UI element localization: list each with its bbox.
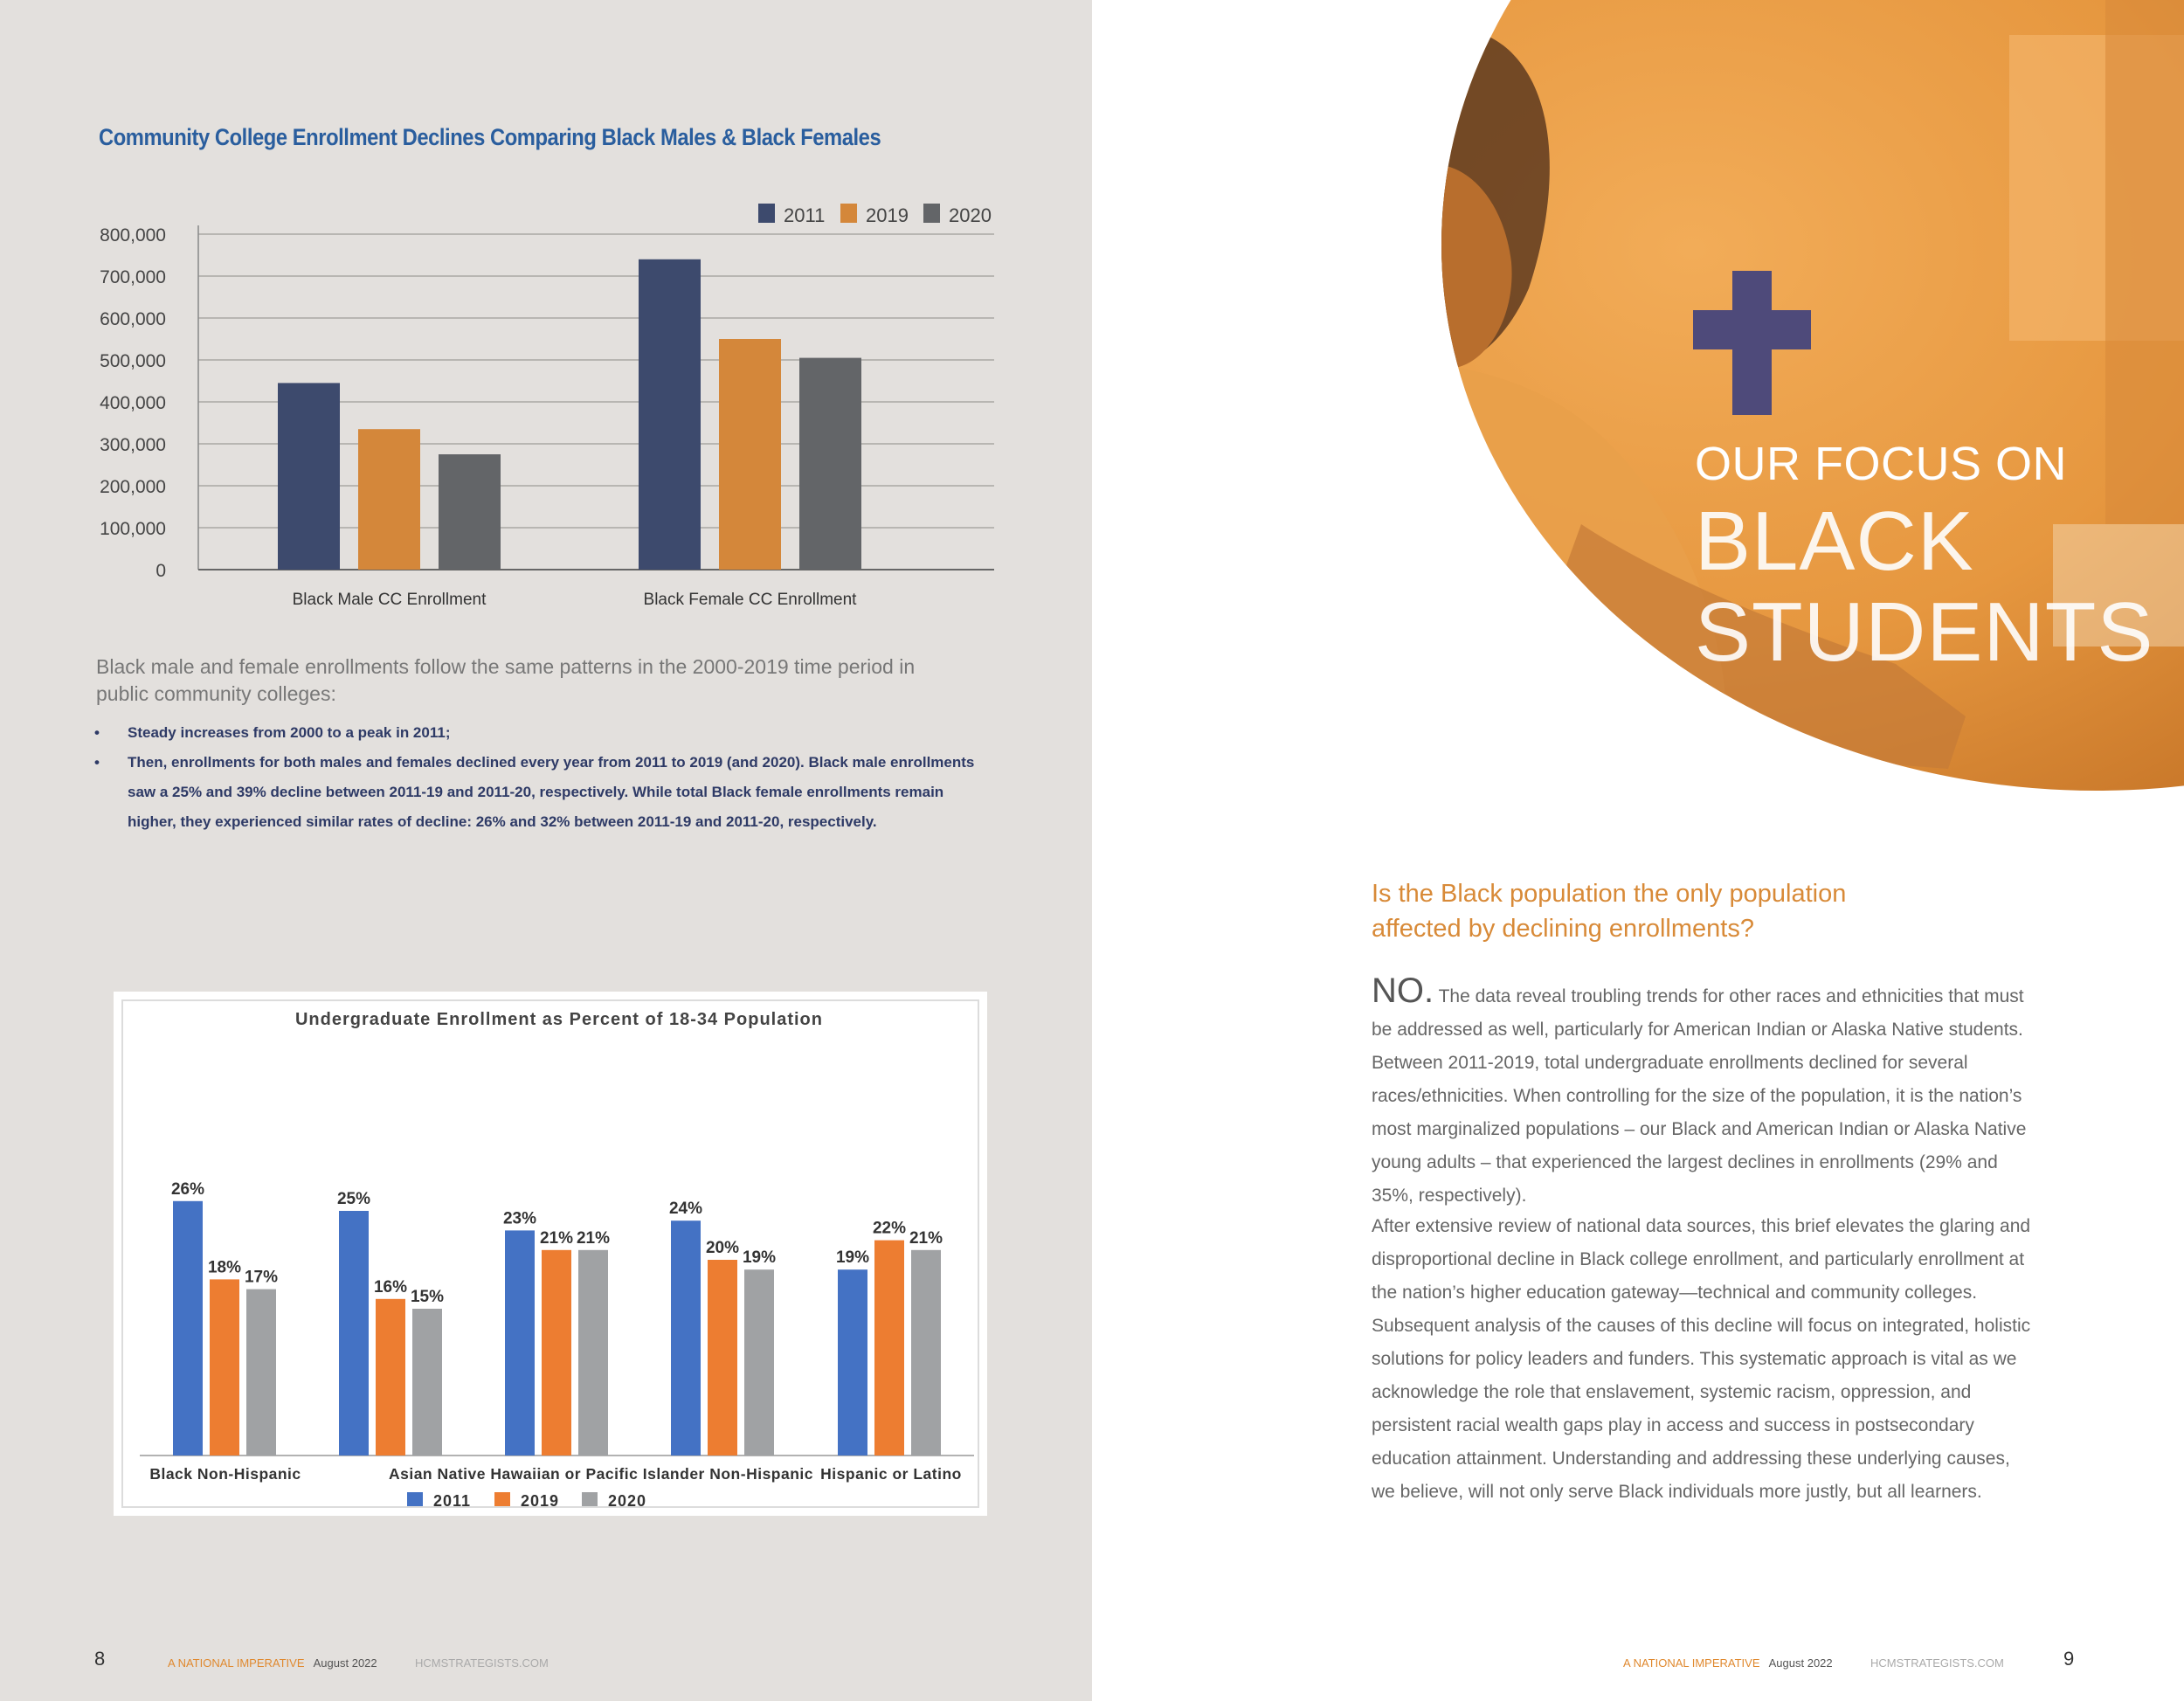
hero-hair	[1280, 23, 1550, 369]
footer-publication: A NATIONAL IMPERATIVE	[1623, 1656, 1760, 1670]
y-tick-label: 800,000	[100, 225, 166, 245]
y-tick-label: 700,000	[100, 267, 166, 287]
bar-2020	[246, 1290, 276, 1456]
bar-2011	[639, 259, 701, 570]
intro-paragraph: Black male and female enrollments follow the same patterns in the 2000-2019 time period in public community colleges:	[96, 655, 916, 705]
question-line2: affected by declining enrollments?	[1372, 915, 1754, 943]
bar-2019	[210, 1279, 239, 1456]
legend-label: 2019	[866, 204, 909, 226]
chart1-title: Community College Enrollment Declines Comparing Black Males & Black Females	[99, 124, 881, 150]
legend-label: 2011	[784, 204, 826, 226]
bar-2011	[173, 1201, 203, 1456]
bar-2011	[505, 1230, 535, 1456]
y-tick-label: 100,000	[100, 519, 166, 539]
bullet-dot: •	[94, 724, 100, 741]
bar-2019	[542, 1250, 571, 1456]
bar-2019	[719, 339, 781, 570]
page-number: 8	[94, 1648, 106, 1670]
footer-date: August 2022	[313, 1656, 377, 1670]
bullet-dot: •	[94, 754, 100, 771]
no-word: NO.	[1372, 972, 1434, 1010]
data-label: 15%	[410, 1288, 445, 1306]
bar-2011	[339, 1211, 369, 1456]
y-tick-label: 200,000	[100, 477, 166, 497]
legend-swatch	[923, 204, 940, 223]
legend-swatch	[582, 1492, 598, 1506]
data-label: 17%	[244, 1268, 279, 1287]
bar-2020	[439, 454, 501, 570]
legend-label: 2019	[521, 1492, 560, 1510]
bar-2020	[578, 1250, 608, 1456]
bullet-item	[94, 748, 977, 837]
data-label: 26%	[170, 1179, 205, 1199]
bar-2011	[838, 1269, 867, 1456]
bar-2019	[358, 429, 420, 570]
bar-2020	[744, 1269, 774, 1456]
bar-2019	[708, 1260, 737, 1456]
bullet-item	[94, 718, 977, 748]
body-paragraph: After extensive review of national data sources, this brief elevates the glaring and disproportional decline in Black college enrollment, and particularly enrollment at the nation’s higher education gateway—technical and community colleges. Subsequent analysis of the causes of this decline will focus on integrated, holistic solutions for policy leaders and funders. This systematic approach is vital as we acknowledge the role that enslavement, systemic racism, oppression, and persistent racial wealth gaps play in access and success in postsecondary education attainment. Understanding and addressing these underlying causes, we believe, will not only serve Black individuals more justly, but all learners.	[1372, 1216, 2031, 1502]
hero-title-line2: BLACK	[1695, 494, 1974, 588]
data-label: 21%	[539, 1228, 574, 1248]
hero-title-line1: OUR FOCUS ON	[1695, 438, 2068, 490]
data-label: 25%	[336, 1190, 371, 1208]
bullet-text: Steady increases from 2000 to a peak in 2011;	[128, 724, 451, 741]
y-tick-label: 0	[156, 561, 166, 581]
x-category-label: Asian Native Hawaiian or Pacific Islander Non-Hispanic	[388, 1465, 814, 1483]
no-text: The data reveal troubling trends for other races and ethnicities that must be addressed as well, particularly for American Indian or Alaska Native students. Between 2011-2019, total undergraduate enrollments declined for several races/ethnicities. When controlling for the size of the population, it is the nation’s most marginalized populations – our Black and American Indian or Alaska Native young adults – that experienced the largest declines in enrollments (29% and 35%, respectively).	[1372, 986, 2027, 1206]
hero-photo	[1092, 0, 2184, 830]
y-tick-label: 600,000	[100, 309, 166, 329]
footer-site: HCMSTRATEGISTS.COM	[1870, 1656, 2004, 1670]
bar-2011	[278, 383, 340, 570]
plus-icon-vertical	[1732, 271, 1772, 415]
chart2-svg	[114, 992, 987, 1516]
x-category-label: Hispanic or Latino	[820, 1465, 962, 1483]
bar-2020	[412, 1309, 442, 1456]
page-number: 9	[2063, 1648, 2075, 1670]
data-label: 19%	[742, 1248, 777, 1268]
bar-2020	[911, 1250, 941, 1456]
data-label: 18%	[207, 1258, 242, 1277]
y-tick-label: 500,000	[100, 351, 166, 371]
bullet-text: Then, enrollments for both males and females declined every year from 2011 to 2019 (and 2020). Black male enrollments saw a 25% and 39% decline between 2011-19 and 2011-20, respectively. While total Black female enrollments remain higher, they experienced similar rates of decline: 26% and 32% between 2011-19 and 2011-20, respectively.	[128, 754, 975, 830]
data-label: 24%	[668, 1200, 703, 1219]
x-category-label: Black Male CC Enrollment	[292, 591, 487, 609]
hero-title-line3: STUDENTS	[1695, 585, 2154, 679]
right-page	[1092, 0, 2184, 1701]
y-tick-label: 400,000	[100, 393, 166, 413]
legend-label: 2020	[949, 204, 992, 226]
data-label: 23%	[502, 1209, 537, 1228]
question-line1: Is the Black population the only population	[1372, 880, 1847, 908]
data-label: 19%	[835, 1248, 870, 1268]
legend-swatch	[407, 1492, 423, 1506]
data-label: 16%	[373, 1277, 408, 1296]
chart2-title: Undergraduate Enrollment as Percent of 18-34 Population	[294, 1010, 824, 1029]
x-category-label: Black Non-Hispanic	[149, 1465, 301, 1483]
x-category-label: Black Female CC Enrollment	[643, 591, 857, 609]
page-footer	[1623, 1656, 2004, 1670]
bullet-list	[94, 718, 977, 837]
no-paragraph	[1372, 974, 2035, 1213]
bar-2011	[671, 1220, 701, 1456]
hero-curtain	[2105, 0, 2184, 524]
footer-date: August 2022	[1768, 1656, 1833, 1670]
section-question	[1372, 876, 1846, 946]
data-label: 22%	[872, 1219, 907, 1238]
legend-swatch	[840, 204, 857, 223]
data-label: 21%	[909, 1228, 943, 1248]
legend-label: 2020	[608, 1492, 647, 1510]
bar-2019	[874, 1241, 904, 1456]
footer-site: HCMSTRATEGISTS.COM	[415, 1656, 549, 1670]
legend-label: 2011	[433, 1492, 472, 1510]
hero-title-main	[1695, 496, 2153, 678]
footer-publication: A NATIONAL IMPERATIVE	[168, 1656, 305, 1670]
bar-2019	[376, 1299, 405, 1456]
data-label: 21%	[576, 1228, 611, 1248]
page-footer	[168, 1656, 549, 1670]
data-label: 20%	[705, 1239, 740, 1257]
y-tick-label: 300,000	[100, 435, 166, 455]
chart1-svg	[0, 0, 1092, 647]
legend-swatch	[494, 1492, 510, 1506]
legend-swatch	[758, 204, 775, 223]
bar-2020	[799, 358, 861, 570]
